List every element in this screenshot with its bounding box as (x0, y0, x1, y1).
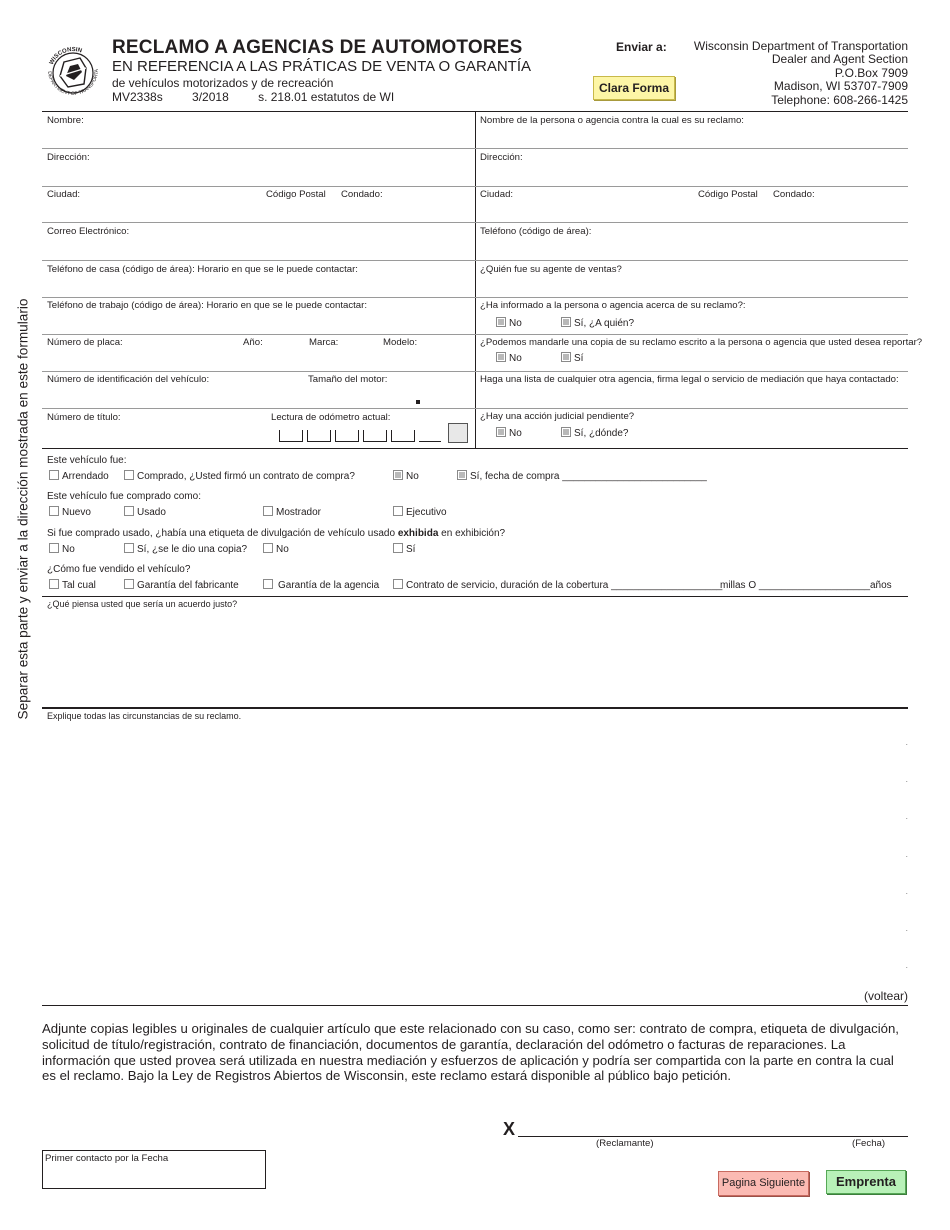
send-to-label: Enviar a: (616, 40, 667, 54)
sticker-yes-copy-label: Sí, ¿se le dio una copia? (137, 544, 248, 555)
informed-no-label: No (509, 318, 522, 329)
model-label: Modelo: (383, 337, 418, 348)
form-date: 3/2018 (192, 90, 229, 104)
zip-label: Código Postal (266, 189, 326, 200)
other-agency-label: Haga una lista de cualquier otra agencia, firma legal o servicio de mediación que haya contactado: (480, 374, 899, 385)
city-label: Ciudad: (47, 189, 81, 200)
purchase-date-label: Sí, fecha de compra __________________________ (470, 471, 707, 482)
contract-no-checkbox[interactable] (393, 470, 403, 480)
signature-x: X (503, 1119, 516, 1139)
address-label: Dirección: (47, 152, 90, 163)
odometer-tenths-box[interactable] (448, 423, 468, 443)
divider (42, 1005, 908, 1006)
legal-yes-checkbox[interactable] (561, 427, 571, 437)
vin-engine-input[interactable] (44, 386, 472, 406)
city-zip-county-input[interactable] (44, 201, 472, 220)
salesman-input[interactable] (478, 276, 906, 295)
form-statute: s. 218.01 estatutos de WI (258, 90, 395, 104)
executive-label: Ejecutivo (406, 507, 447, 518)
form-subtitle-2: de vehículos motorizados y de recreación (112, 76, 334, 90)
demo-label: Mostrador (276, 507, 322, 518)
purchased-as-label: Este vehículo fue comprado como: (47, 491, 201, 502)
home-phone-input[interactable] (44, 276, 472, 295)
date-label: (Fecha) (852, 1138, 886, 1149)
address-input[interactable] (44, 164, 472, 184)
how-sold-label: ¿Cómo fue vendido el vehículo? (47, 564, 191, 575)
address-line-1: Wisconsin Department of Transportation (693, 39, 908, 53)
legal-action-label: ¿Hay una acción judicial pendiente? (480, 411, 635, 422)
odometer-label: Lectura de odómetro actual: (271, 412, 391, 423)
contract-no-label: No (406, 471, 419, 482)
continuation-mark: . (905, 960, 908, 970)
sticker-no-label: No (62, 544, 75, 555)
explain-textarea[interactable] (44, 723, 906, 985)
dealer-address-label: Dirección: (480, 152, 523, 163)
odometer-digit-2[interactable] (307, 430, 331, 442)
send-copy-yes-label: Sí (574, 353, 584, 364)
send-to-address (694, 40, 908, 107)
send-copy-no-label: No (509, 353, 522, 364)
legal-no-checkbox[interactable] (496, 427, 506, 437)
informed-no-checkbox[interactable] (496, 317, 506, 327)
send-copy-label: ¿Podemos mandarle una copia de su reclamo escrito a la persona o agencia que usted desea reportar? (480, 337, 923, 348)
logo-text-side: DEPARTMENT OF TRANSPORTA (45, 69, 101, 98)
as-is-label: Tal cual (62, 580, 96, 591)
legal-no-label: No (509, 428, 522, 439)
copy-no-label: No (276, 544, 289, 555)
dealer-city-input[interactable] (478, 201, 906, 220)
home-phone-label: Teléfono de casa (código de área): Horario en que se le puede contactar: (47, 264, 358, 275)
mfr-warranty-checkbox[interactable] (124, 579, 134, 589)
continuation-mark: . (905, 737, 908, 747)
leased-checkbox[interactable] (49, 470, 59, 480)
sticker-yes-checkbox[interactable] (124, 543, 134, 553)
title-number-label: Número de título: (47, 412, 121, 423)
divider (42, 596, 908, 597)
continuation-mark: . (905, 774, 908, 784)
first-contact-label: Primer contacto por la Fecha (45, 1153, 169, 1164)
divider (42, 222, 908, 223)
form-subtitle: EN REFERENCIA A LAS PRÁTICAS DE VENTA O GARANTÍA (112, 58, 531, 75)
attachment-note: Adjunte copias legibles u originales de cualquier artículo que este relacionado con su caso, como ser: contrato de compra, etiqueta de divulgación, solicitud de título/registración, contrato de financiación, documentos de garantía, declaración del odómetro o facturas de reparaciones. La información que usted provea será utilizada en nuestra mediación y esfuerzos de aplicación y podría ser compartida con la parte en contra la cual es el reclamo. Bajo la Ley de Registros Abiertos de Wisconsin, este reclamo estará disponible al público bajo petición. (42, 1021, 899, 1084)
other-agency-input[interactable] (478, 386, 906, 406)
odometer-digit-5[interactable] (391, 430, 415, 442)
continuation-mark: . (905, 811, 908, 821)
salesman-label: ¿Quién fue su agente de ventas? (480, 264, 622, 275)
address-line-2: Dealer and Agent Section (771, 52, 908, 67)
copy-yes-checkbox[interactable] (393, 543, 403, 553)
signature-line (518, 1136, 908, 1137)
divider (42, 371, 908, 372)
service-contract-checkbox[interactable] (393, 579, 403, 589)
informed-yes-checkbox[interactable] (561, 317, 571, 327)
side-instruction (8, 268, 38, 750)
claimant-label: (Reclamante) (596, 1138, 654, 1149)
fair-settlement-textarea[interactable] (44, 611, 906, 705)
as-is-checkbox[interactable] (49, 579, 59, 589)
wisdot-logo (40, 40, 106, 106)
informed-yes-label: Sí, ¿A quién? (574, 318, 635, 329)
vin-label: Número de identificación del vehículo: (47, 374, 210, 385)
form-title: RECLAMO A AGENCIAS DE AUTOMOTORES (112, 37, 523, 58)
dealer-zip-label: Código Postal (698, 189, 758, 200)
odometer-digit-1[interactable] (279, 430, 303, 442)
leased-label: Arrendado (62, 471, 109, 482)
divider (42, 448, 908, 449)
next-page-button[interactable]: Pagina Siguiente (718, 1171, 809, 1196)
dealer-phone-input[interactable] (478, 238, 906, 258)
form-number: MV2338s (112, 90, 163, 104)
dealer-warranty-checkbox[interactable] (263, 579, 273, 589)
print-button[interactable]: Emprenta (826, 1170, 906, 1194)
used-sticker-label-post: en exhibición? (441, 528, 506, 539)
explain-label: Explique todas las circunstancias de su reclamo. (47, 711, 242, 721)
side-instruction-text: Separar esta parte y enviar a la dirección mostrada en este formulario (15, 298, 31, 720)
signature-input[interactable] (518, 1116, 908, 1135)
dealer-county-label: Condado: (773, 189, 815, 200)
email-input[interactable] (44, 238, 472, 258)
odometer-digit-4[interactable] (363, 430, 387, 442)
county-label: Condado: (341, 189, 383, 200)
demo-checkbox[interactable] (263, 506, 273, 516)
contract-yes-checkbox[interactable] (457, 470, 467, 480)
plate-year-make-model-input[interactable] (44, 349, 472, 369)
dealer-phone-label: Teléfono (código de área): (480, 226, 592, 237)
divider (42, 260, 908, 261)
dealer-city-label: Ciudad: (480, 189, 514, 200)
clear-form-button[interactable]: Clara Forma (593, 76, 675, 100)
wisdot-logo-graphic (40, 40, 106, 106)
used-sticker-label-pre: Si fue comprado usado, ¿había una etiqueta de divulgación de vehículo usado (47, 528, 396, 539)
used-label: Usado (137, 507, 166, 518)
vehicle-was-label: Este vehículo fue: (47, 455, 127, 466)
executive-checkbox[interactable] (393, 506, 403, 516)
email-label: Correo Electrónico: (47, 226, 130, 237)
against-label: Nombre de la persona o agencia contra la cual es su reclamo: (480, 115, 744, 126)
name-input[interactable] (44, 127, 472, 146)
continuation-mark: . (905, 849, 908, 859)
odometer-digit-6[interactable] (419, 430, 441, 442)
plate-label: Número de placa: (47, 337, 123, 348)
purchased-checkbox[interactable] (124, 470, 134, 480)
mfr-warranty-label: Garantía del fabricante (137, 580, 239, 591)
new-checkbox[interactable] (49, 506, 59, 516)
form-meta (112, 90, 420, 104)
dealer-address-input[interactable] (478, 164, 906, 184)
send-copy-no-checkbox[interactable] (496, 352, 506, 362)
address-line-3: P.O.Box 7909 (834, 65, 908, 80)
years-label: años (870, 580, 892, 591)
sticker-no-checkbox[interactable] (49, 543, 59, 553)
used-sticker-label (47, 528, 505, 539)
continuation-mark: . (905, 923, 908, 933)
legal-yes-label: Sí, ¿dónde? (574, 428, 629, 439)
divider (42, 186, 908, 187)
address-line-4: Madison, WI 53707-7909 (773, 79, 908, 94)
informed-label: ¿Ha informado a la persona o agencia acerca de su reclamo?: (480, 300, 746, 311)
miles-label: millas O ____________________ (720, 580, 871, 591)
divider (42, 148, 908, 149)
year-label: Año: (243, 337, 263, 348)
column-divider (475, 111, 476, 448)
work-phone-label: Teléfono de trabajo (código de área): Horario en que se le puede contactar: (47, 300, 367, 311)
address-line-5: Telephone: 608-266-1425 (771, 92, 908, 107)
divider (42, 707, 908, 709)
divider (42, 408, 908, 409)
fair-settlement-label: ¿Qué piensa usted que sería un acuerdo justo? (47, 599, 238, 609)
continuation-mark: . (905, 886, 908, 896)
used-checkbox[interactable] (124, 506, 134, 516)
work-phone-input[interactable] (44, 312, 472, 332)
used-sticker-label-bold: exhibida (397, 528, 439, 539)
copy-no-checkbox[interactable] (263, 543, 273, 553)
service-contract-label: Contrato de servicio, duración de la cobertura ____________________ (406, 580, 723, 591)
divider (42, 334, 908, 335)
turn-over-note: (voltear) (863, 989, 908, 1003)
odometer-digit-3[interactable] (335, 430, 359, 442)
divider (42, 297, 908, 298)
name-label: Nombre: (47, 115, 84, 126)
logo-text-top: WISCONSIN (48, 46, 83, 66)
dealer-warranty-label: Garantía de la agencia (278, 580, 380, 591)
first-contact-box[interactable] (42, 1150, 266, 1189)
make-label: Marca: (309, 337, 339, 348)
copy-yes-label: Sí (406, 544, 416, 555)
send-copy-yes-checkbox[interactable] (561, 352, 571, 362)
engine-label: Tamaño del motor: (308, 374, 388, 385)
new-label: Nuevo (62, 507, 91, 518)
against-input[interactable] (478, 127, 906, 146)
purchased-label: Comprado, ¿Usted firmó un contrato de compra? (137, 471, 355, 482)
